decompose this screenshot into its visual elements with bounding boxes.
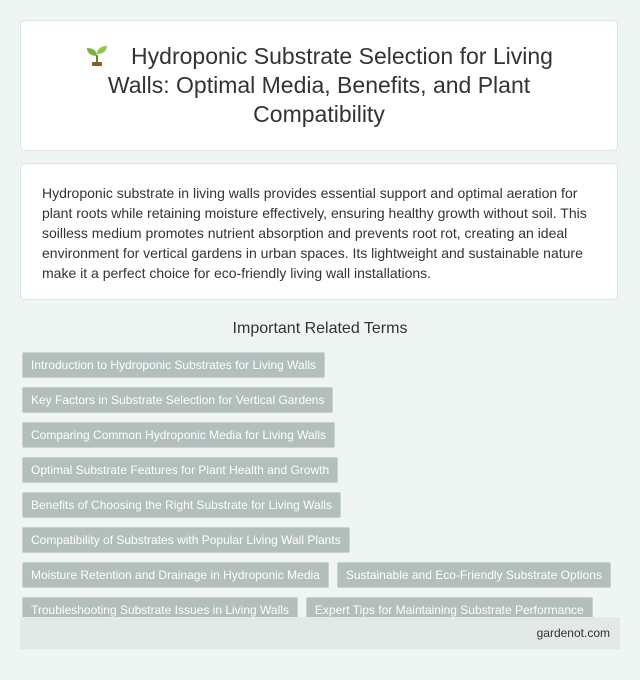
page-title-text: Hydroponic Substrate Selection for Living Walls: Optimal Media, Benefits, and Plant Compatibility (107, 43, 553, 127)
related-term-tag[interactable]: Benefits of Choosing the Right Substrate for Living Walls (22, 492, 341, 518)
related-terms-heading: Important Related Terms (232, 320, 408, 337)
footer-site-link[interactable]: gardenot.com (536, 626, 610, 640)
related-term-tag[interactable]: Sustainable and Eco-Friendly Substrate Options (337, 562, 611, 588)
footer (20, 617, 620, 649)
title-card (20, 20, 618, 151)
page-title (51, 42, 587, 129)
related-term-tag[interactable]: Compatibility of Substrates with Popular Living Wall Plants (22, 527, 350, 553)
related-term-tag[interactable]: Introduction to Hydroponic Substrates for Living Walls (22, 352, 325, 378)
description-card (20, 163, 618, 300)
related-term-tag[interactable]: Comparing Common Hydroponic Media for Living Walls (22, 422, 335, 448)
related-terms-list (22, 352, 618, 623)
related-term-tag[interactable]: Key Factors in Substrate Selection for Vertical Gardens (22, 387, 333, 413)
related-term-tag[interactable]: Moisture Retention and Drainage in Hydroponic Media (22, 562, 329, 588)
related-term-tag[interactable]: Optimal Substrate Features for Plant Health and Growth (22, 457, 338, 483)
sprout-icon (85, 43, 109, 67)
related-term-tag[interactable]: Troubleshooting Substrate Issues in Living Walls (22, 597, 298, 623)
description-text: Hydroponic substrate in living walls provides essential support and optimal aeration for plant roots while retaining moisture effectively, ensuring healthy growth without soil. This soilless medium promotes nutrient absorption and prevents root rot, creating an ideal environment for vertical gardens in urban spaces. Its lightweight and sustainable nature make it a perfect choice for eco-friendly living wall installations. (42, 185, 587, 281)
related-term-tag[interactable]: Expert Tips for Maintaining Substrate Performance (306, 597, 593, 623)
